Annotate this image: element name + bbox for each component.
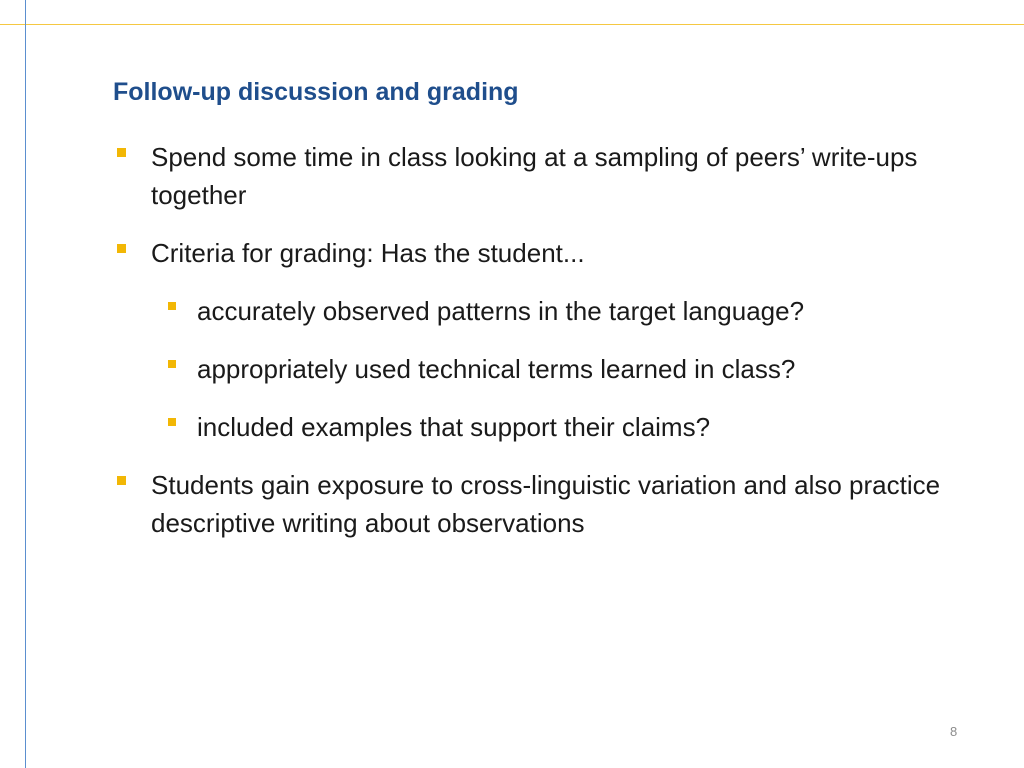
sub-bullet-item — [113, 292, 953, 330]
square-bullet-icon — [168, 360, 176, 368]
sub-bullet-item — [113, 350, 953, 388]
bullet-item — [113, 466, 953, 542]
bullet-item — [113, 234, 953, 272]
square-bullet-icon — [168, 302, 176, 310]
sub-bullet-item — [113, 408, 953, 446]
sub-bullet-text: appropriately used technical terms learned in class? — [197, 354, 796, 384]
slide-title: Follow-up discussion and grading — [113, 78, 519, 106]
square-bullet-icon — [117, 148, 126, 157]
sub-bullet-text: included examples that support their claims? — [197, 412, 711, 442]
bullet-item — [113, 138, 953, 214]
bullet-text: Criteria for grading: Has the student... — [151, 238, 585, 268]
bullet-list — [113, 138, 953, 562]
page-number: 8 — [950, 724, 958, 739]
top-rule-line — [0, 24, 1024, 25]
square-bullet-icon — [168, 418, 176, 426]
left-rule-line — [25, 0, 26, 768]
bullet-text: Students gain exposure to cross-linguistic variation and also practice descriptive writing about observations — [151, 470, 941, 538]
sub-bullet-text: accurately observed patterns in the target language? — [197, 296, 805, 326]
bullet-text: Spend some time in class looking at a sampling of peers’ write-ups together — [151, 142, 918, 210]
square-bullet-icon — [117, 476, 126, 485]
square-bullet-icon — [117, 244, 126, 253]
